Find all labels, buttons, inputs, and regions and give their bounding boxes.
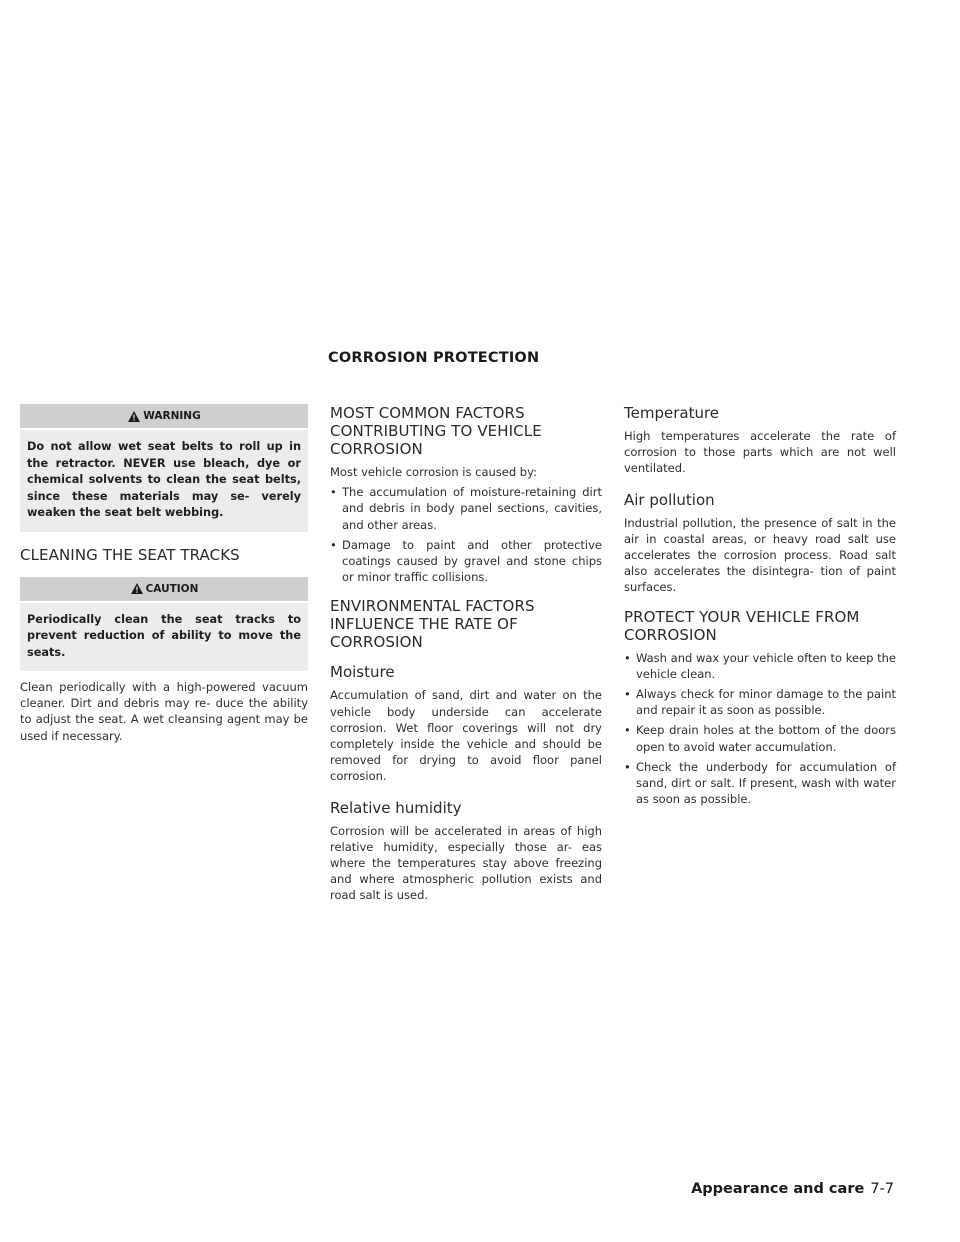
warning-triangle-icon	[127, 410, 141, 423]
temperature-heading: Temperature	[624, 404, 720, 422]
warning-label: WARNING	[143, 410, 201, 422]
protect-vehicle-heading: PROTECT YOUR VEHICLE FROM CORROSION	[624, 607, 860, 644]
corrosion-intro: Most vehicle corrosion is caused by:	[330, 465, 537, 479]
list-item: • The accumulation of moisture-retaining dirt and debris in body panel sections, cavities, and other areas.	[330, 484, 602, 533]
cleaning-seat-tracks-heading: CLEANING THE SEAT TRACKS	[20, 545, 240, 564]
air-pollution-heading: Air pollution	[624, 490, 715, 509]
moisture-text: Accumulation of sand, dirt and water on the vehicle body underside can accelerate corrosion. Wet floor coverings will not dry completely inside the vehicle and should be removed for drying to avoid floor panel corrosion.	[330, 688, 602, 784]
relative-humidity-heading: Relative humidity	[330, 798, 462, 817]
warning-box	[20, 404, 308, 532]
caution-header	[20, 577, 308, 601]
column-3	[624, 404, 896, 811]
page-footer	[691, 1181, 894, 1197]
corrosion-causes-list	[330, 484, 602, 585]
column-1	[20, 404, 308, 744]
section-title: CORROSION PROTECTION	[328, 350, 540, 366]
common-factors-heading: MOST COMMON FACTORS CONTRIBUTING TO VEHICLE CORROSION	[330, 404, 542, 458]
page-number: 7-7	[870, 1181, 894, 1197]
protection-tips-list	[624, 650, 896, 808]
list-item: • Damage to paint and other protective coatings caused by gravel and stone chips or minor traffic collisions.	[330, 537, 602, 586]
list-item: • Keep drain holes at the bottom of the doors open to avoid water accumulation.	[624, 722, 896, 754]
moisture-heading: Moisture	[330, 663, 395, 682]
column-2	[330, 404, 602, 904]
footer-section-name: Appearance and care	[691, 1181, 865, 1197]
temperature-text: High temperatures accelerate the rate of corrosion to those parts which are not well ventilated.	[624, 429, 896, 476]
caution-box	[20, 577, 308, 672]
list-item: • Always check for minor damage to the paint and repair it as soon as possible.	[624, 686, 896, 718]
caution-label: CAUTION	[145, 582, 199, 595]
warning-header	[20, 404, 308, 428]
cleaning-paragraph: Clean periodically with a high-powered vacuum cleaner. Dirt and debris may re- duce the ability to adjust the seat. A wet cleansing agent may be used if necessary.	[20, 680, 308, 743]
list-item: • Wash and wax your vehicle often to keep the vehicle clean.	[624, 650, 896, 682]
caution-triangle-icon	[130, 582, 144, 595]
environmental-factors-heading: ENVIRONMENTAL FACTORS INFLUENCE THE RATE OF CORROSION	[330, 597, 535, 652]
warning-text: Do not allow wet seat belts to roll up in the retractor. NEVER use bleach, dye or chemical solvents to clean the seat belts, since these materials may se- verely weaken the seat belt webbing.	[20, 428, 308, 532]
relative-humidity-text: Corrosion will be accelerated in areas of high relative humidity, especially those ar- eas where the temperatures stay above freezing and where atmospheric pollution exists and road salt is used.	[330, 823, 602, 903]
caution-text: Periodically clean the seat tracks to prevent reduction of ability to move the seats.	[20, 601, 308, 672]
air-pollution-text: Industrial pollution, the presence of salt in the air in coastal areas, or heavy road salt use accelerates the corrosion process. Road salt also accelerates the disintegra- tion of paint surfaces.	[624, 515, 896, 595]
list-item: • Check the underbody for accumulation of sand, dirt or salt. If present, wash with water as soon as possible.	[624, 759, 896, 808]
